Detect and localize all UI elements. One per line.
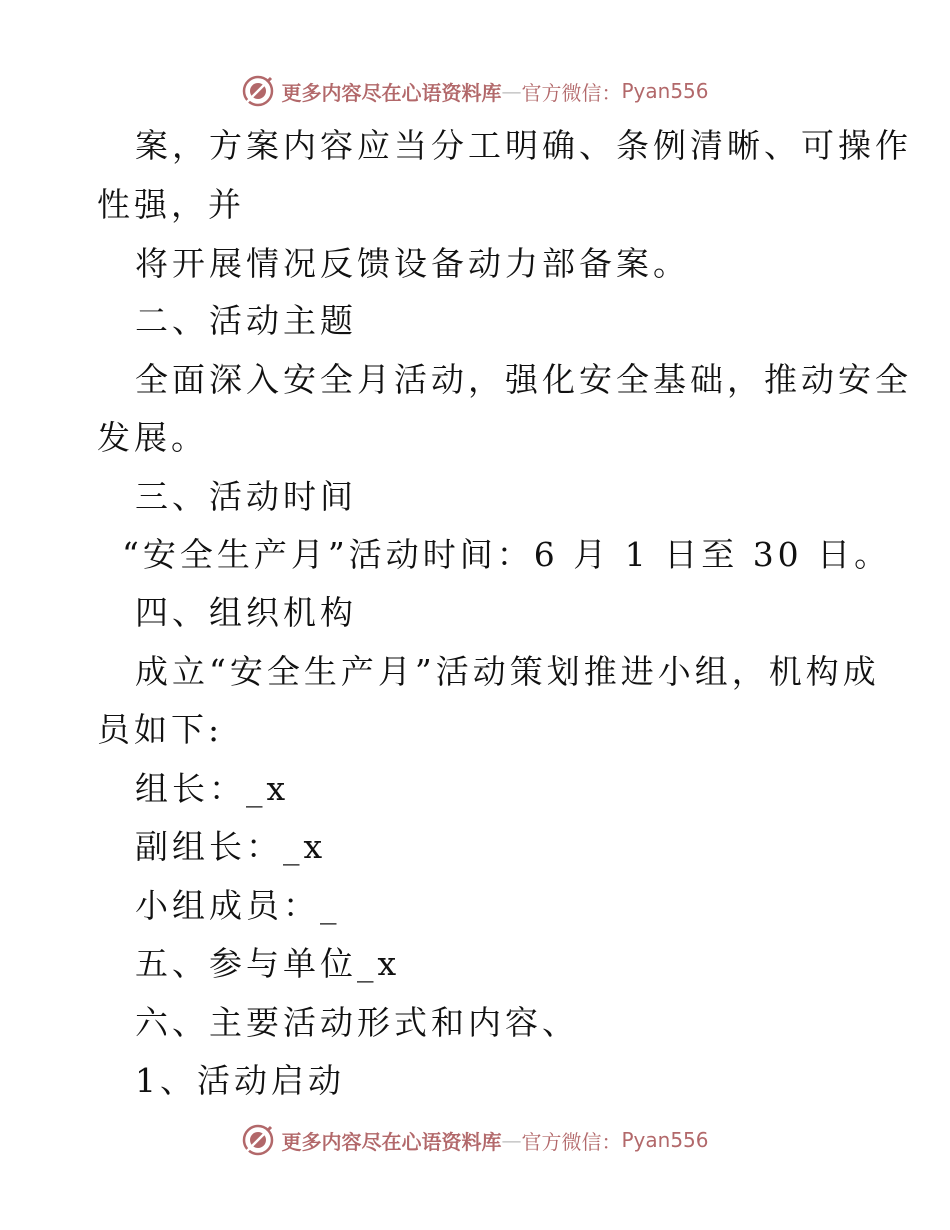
paragraph-line: 将开展情况反馈设备动力部备案。 [135,244,690,283]
paragraph-line: 全面深入安全月活动，强化安全基础，推动安全 [135,360,912,399]
watermark-text: 更多内容尽在心语资料库 [281,80,502,105]
paragraph-line: 性强，并 [97,185,245,224]
section-heading: 二、活动主题 [135,301,357,340]
list-item: 副组长：_x [135,827,327,866]
pen-logo-icon [241,74,275,108]
watermark-wechat-label: 官方微信： [521,80,622,105]
paragraph-line: 案，方案内容应当分工明确、条例清晰、可操作 [135,126,912,165]
paragraph-line: 成立“安全生产月”活动策划推进小组，机构成 [135,652,880,691]
paragraph-line: 发展。 [97,418,208,457]
watermark-dash: — [501,1128,522,1152]
header-watermark [0,71,950,111]
section-heading: 五、参与单位_x [135,944,401,983]
section-heading: 四、组织机构 [135,593,357,632]
paragraph-line: “安全生产月”活动时间：6 月 1 日至 30 日。 [122,535,892,574]
watermark-wechat-label: 官方微信： [521,1129,622,1154]
watermark-text: 更多内容尽在心语资料库 [281,1129,502,1154]
pen-logo-icon [241,1123,275,1157]
list-item: 组长：_x [135,769,290,808]
section-heading: 六、主要活动形式和内容、 [135,1003,579,1042]
list-item: 小组成员：_ [135,886,341,925]
watermark-dash: — [501,79,522,103]
watermark-wechat-id: Pyan556 [621,79,709,103]
subsection-heading: 1、活动启动 [135,1061,345,1100]
footer-watermark [0,1120,950,1160]
paragraph-line: 员如下: [97,710,224,749]
section-heading: 三、活动时间 [135,477,357,516]
watermark-wechat-id: Pyan556 [621,1128,709,1152]
